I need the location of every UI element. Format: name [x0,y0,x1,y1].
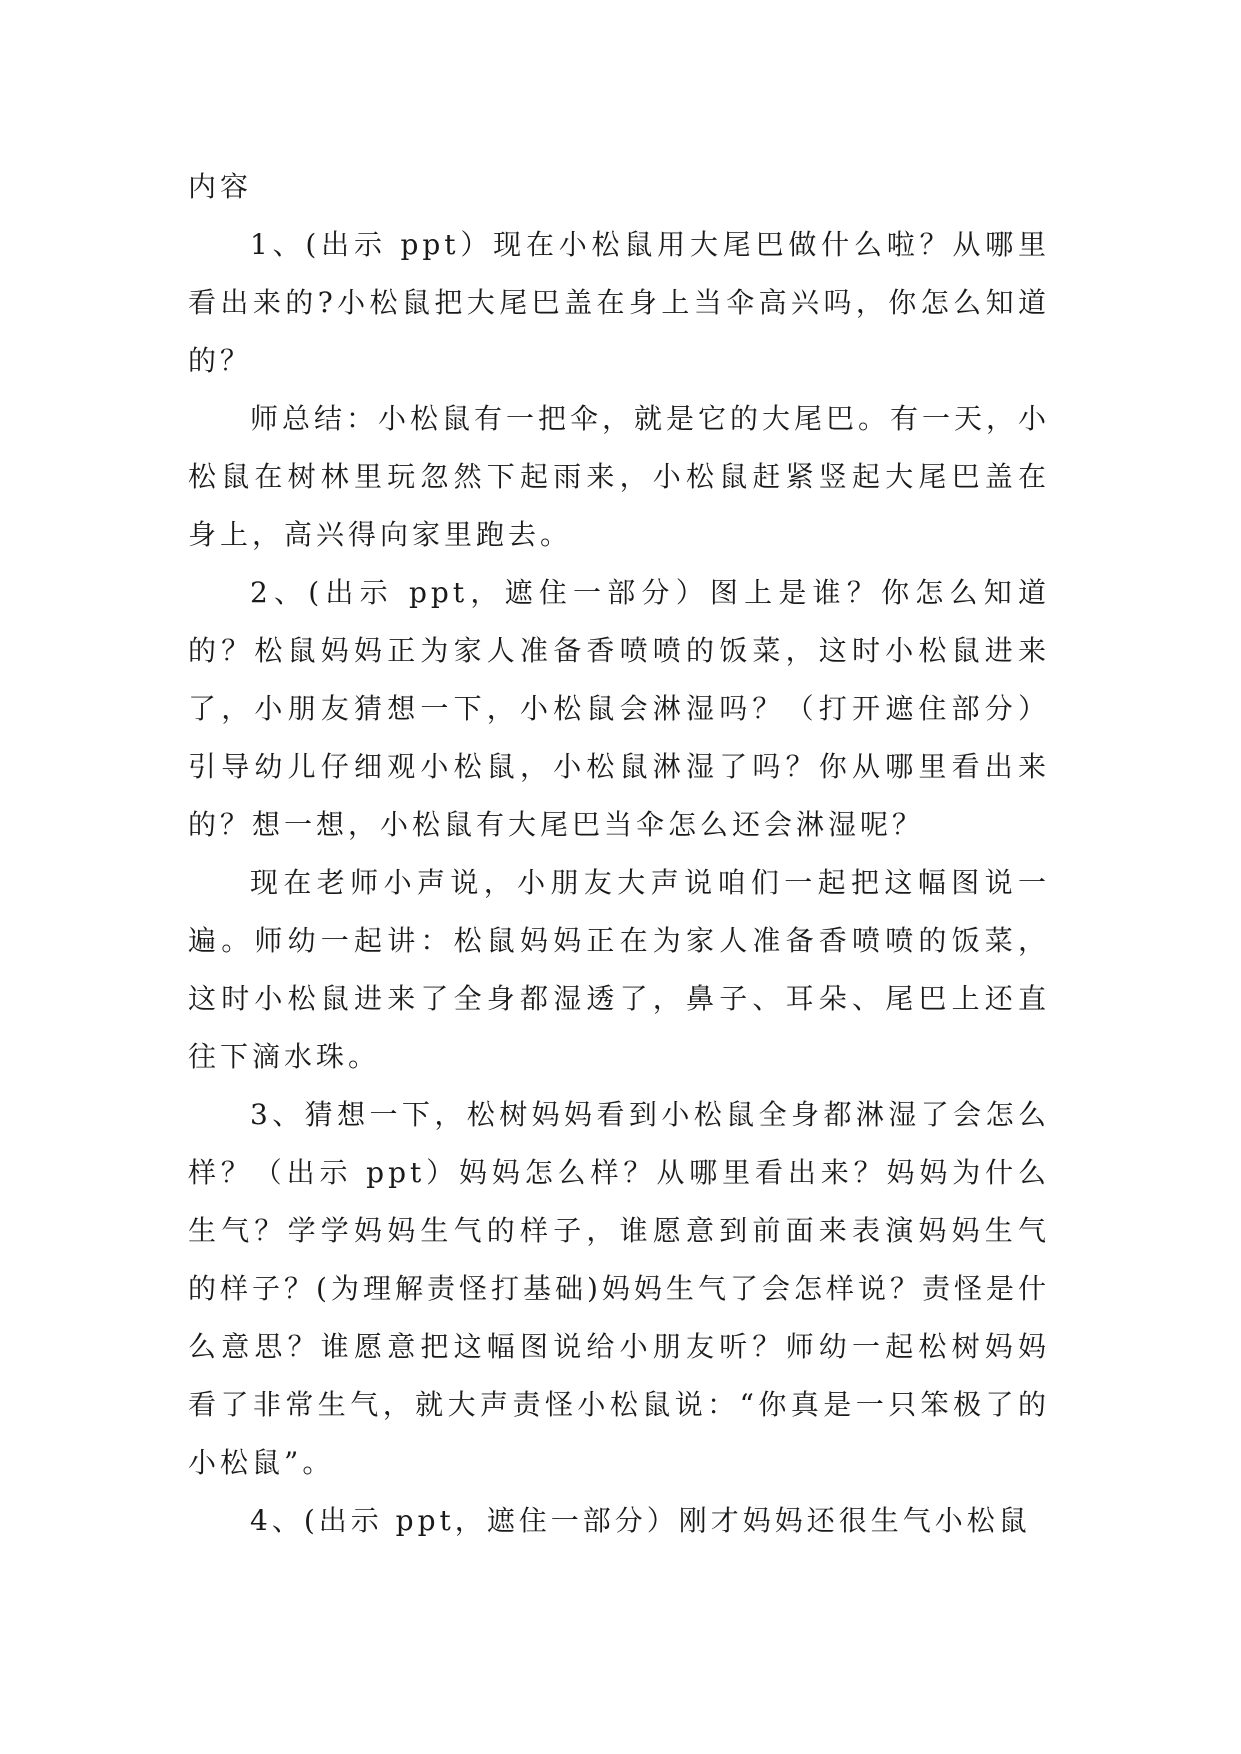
paragraph-4: 现在老师小声说，小朋友大声说咱们一起把这幅图说一遍。师幼一起讲：松鼠妈妈正在为家人准备香喷喷的饭菜，这时小松鼠进来了全身都湿透了，鼻子、耳朵、尾巴上还直往下滴水珠。 [188,866,1050,1073]
paragraph-2: 师总结：小松鼠有一把伞，就是它的大尾巴。有一天，小松鼠在树林里玩忽然下起雨来，小松鼠赶紧竖起大尾巴盖在身上，高兴得向家里跑去。 [188,402,1051,551]
paragraph-5: 3、猜想一下，松树妈妈看到小松鼠全身都淋湿了会怎么样？（出示 ppt）妈妈怎么样？从哪里看出来？妈妈为什么生气？学学妈妈生气的样子，谁愿意到前面来表演妈妈生气的样子？(为理解责怪打基础)妈妈生气了会怎样说？责怪是什么意思？谁愿意把这幅图说给小朋友听？师幼一起松树妈妈看了非常生气，就大声责怪小松鼠说：“你真是一只笨极了的小松鼠”。 [188,1098,1050,1479]
paragraph-1: 1、(出示 ppt）现在小松鼠用大尾巴做什么啦？从哪里看出来的?小松鼠把大尾巴盖在身上当伞高兴吗，你怎么知道的？ [188,228,1050,377]
paragraph-3: 2、(出示 ppt，遮住一部分）图上是谁？你怎么知道的？松鼠妈妈正为家人准备香喷喷的饭菜，这时小松鼠进来了，小朋友猜想一下，小松鼠会淋湿吗？（打开遮住部分）引导幼儿仔细观小松鼠，小松鼠淋湿了吗？你从哪里看出来的？想一想，小松鼠有大尾巴当伞怎么还会淋湿呢？ [188,576,1050,841]
section-heading: 内容 [188,170,253,203]
document-body [188,158,1050,1550]
paragraph-6: 4、(出示 ppt，遮住一部分）刚才妈妈还很生气小松鼠 [250,1504,1031,1537]
